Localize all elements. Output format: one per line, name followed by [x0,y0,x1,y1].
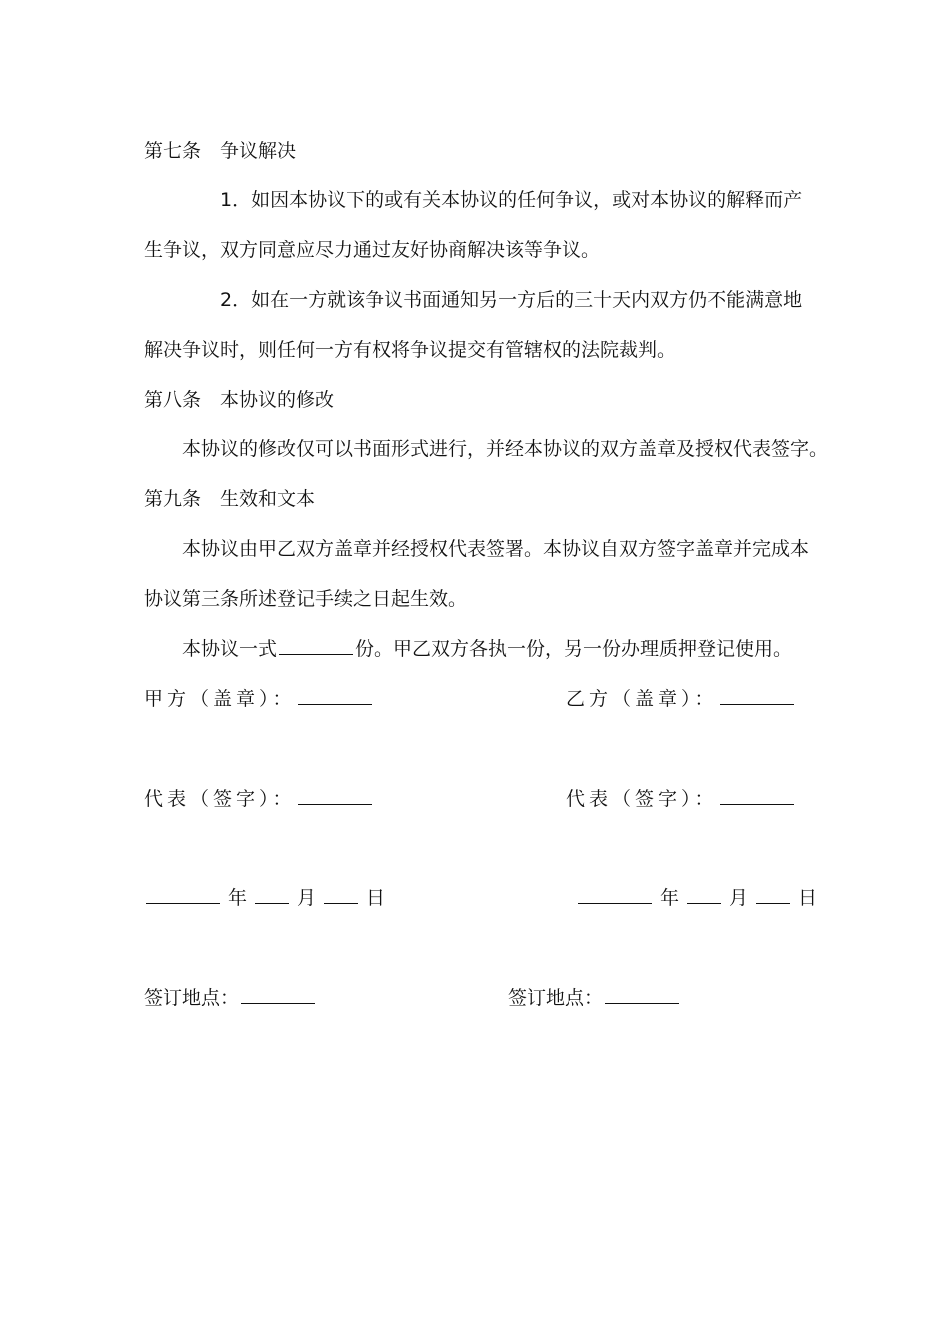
party-b-day-blank[interactable] [756,885,790,904]
party-b-date [576,885,823,910]
party-a-date [144,885,391,910]
party-b-representative [566,786,796,811]
copies-label: 本协议一式 [182,638,278,660]
article-9-paragraph-2 [182,636,862,661]
party-b-rep-blank[interactable] [720,786,794,805]
party-a-place-label: 签订地点： [144,987,240,1009]
article-9-heading [144,487,824,511]
party-b-month-blank[interactable] [687,885,721,904]
party-a-month-blank[interactable] [255,885,289,904]
party-a-seal [144,686,374,711]
article-7-clause-2-line-2: 解决争议时，则任何一方有权将争议提交有管辖权的法院裁判。 [144,339,677,361]
party-b-seal-blank[interactable] [720,686,794,705]
article-7-title: 争议解决 [220,140,297,162]
article-9-title: 生效和文本 [220,488,316,510]
party-a-month-label: 月 [297,887,317,909]
party-b-day-label: 日 [798,887,818,909]
article-9-paragraph-1-line-1: 本协议由甲乙双方盖章并经授权代表签署。本协议自双方签字盖章并完成本 [182,538,810,560]
article-7-clause-1-line-1: 1．如因本协议下的或有关本协议的任何争议，或对本协议的解释而产 [220,189,803,211]
party-b-seal [566,686,796,711]
article-7-clause-2-line-1: 2．如在一方就该争议书面通知另一方后的三十天内双方仍不能满意地 [220,289,803,311]
copies-blank[interactable] [279,636,353,655]
article-8-title: 本协议的修改 [220,389,335,411]
party-b-signing-place [508,985,681,1010]
party-b-seal-label: 乙方（盖章）： [566,688,718,710]
copies-suffix: 份。甲乙双方各执一份，另一份办理质押登记使用。 [355,638,793,660]
article-8-heading [144,388,824,412]
article-8-number: 第八条 [144,389,202,411]
party-a-place-blank[interactable] [241,985,315,1004]
party-a-day-blank[interactable] [324,885,358,904]
article-7-heading [144,139,824,163]
party-b-place-blank[interactable] [605,985,679,1004]
party-b-rep-label: 代表（签字）： [566,788,718,810]
party-a-year-blank[interactable] [146,885,220,904]
party-a-day-label: 日 [366,887,386,909]
article-8-paragraph: 本协议的修改仅可以书面形式进行，并经本协议的双方盖章及授权代表签字。 [182,438,829,460]
party-b-year-blank[interactable] [578,885,652,904]
party-b-place-label: 签订地点： [508,987,604,1009]
article-7-number: 第七条 [144,140,202,162]
article-7-clause-1-line-2: 生争议，双方同意应尽力通过友好协商解决该等争议。 [144,239,601,261]
party-b-month-label: 月 [729,887,749,909]
party-a-seal-label: 甲方（盖章）： [144,688,296,710]
party-a-representative [144,786,374,811]
article-9-number: 第九条 [144,488,202,510]
party-a-rep-label: 代表（签字）： [144,788,296,810]
party-a-rep-blank[interactable] [298,786,372,805]
party-a-year-label: 年 [228,887,248,909]
party-a-signing-place [144,985,317,1010]
party-a-seal-blank[interactable] [298,686,372,705]
article-9-paragraph-1-line-2: 协议第三条所述登记手续之日起生效。 [144,588,468,610]
party-b-year-label: 年 [660,887,680,909]
